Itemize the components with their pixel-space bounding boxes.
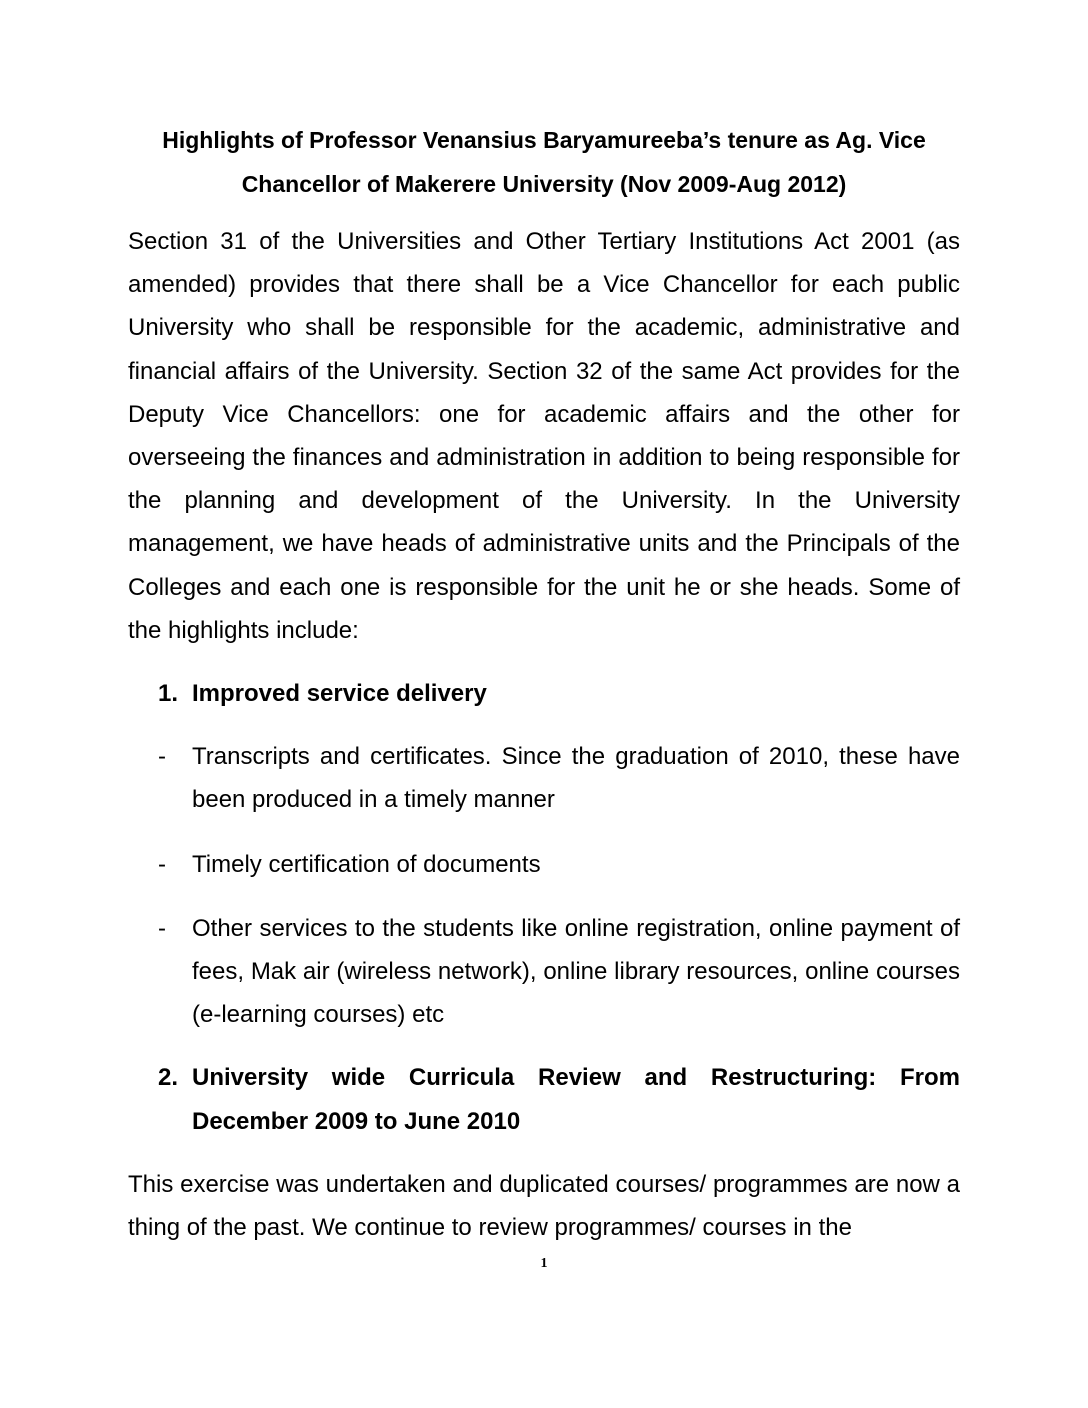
document-title [128,118,960,206]
bullet-dash: - [158,743,166,771]
bullet-dash: - [158,914,166,942]
document-page [128,118,960,1249]
section-1-bullet-list [128,735,960,1036]
bullet-item [128,843,960,886]
section-2-paragraph: This exercise was undertaken and duplicated courses/ programmes are now a thing of the past. We continue to review programmes/ courses in the [128,1170,960,1242]
title-line-2: Chancellor of Makerere University (Nov 2009-Aug 2012) [241,171,847,197]
bullet-item [128,735,960,821]
section-2-title: University wide Curricula Review and Restructuring: From December 2009 to June 2010 [192,1064,960,1135]
bullet-text: Transcripts and certificates. Since the graduation of 2010, these have been produced in a timely manner [192,743,960,814]
bullet-text: Timely certification of documents [192,850,541,878]
section-1-heading [128,672,960,715]
title-line-1: Highlights of Professor Venansius Baryamureeba’s tenure as Ag. Vice [162,127,926,153]
section-2-number: 2. [158,1064,179,1092]
section-1-number: 1. [158,680,179,708]
page-number: 1 [540,1256,548,1271]
section-1-title: Improved service delivery [192,680,487,708]
intro-paragraph: Section 31 of the Universities and Other Tertiary Institutions Act 2001 (as amended) provides that there shall be a Vice Chancellor for each public University who shall be responsible for the academic, administrative and financial affairs of the University. Section 32 of the same Act provides for the Deputy Vice Chancellors: one for academic affairs and the other for overseeing the finances and administration in addition to being responsible for the planning and development of the University. In the University management, we have heads of administrative units and the Principals of the Colleges and each one is responsible for the unit he or she heads. Some of the highlights include: [128,228,960,644]
section-2-heading [128,1056,960,1142]
bullet-text: Other services to the students like online registration, online payment of fees, Mak air (wireless network), online library resources, online courses (e-learning courses) etc [192,914,960,1029]
bullet-item [128,907,960,1037]
bullet-dash: - [158,850,166,878]
